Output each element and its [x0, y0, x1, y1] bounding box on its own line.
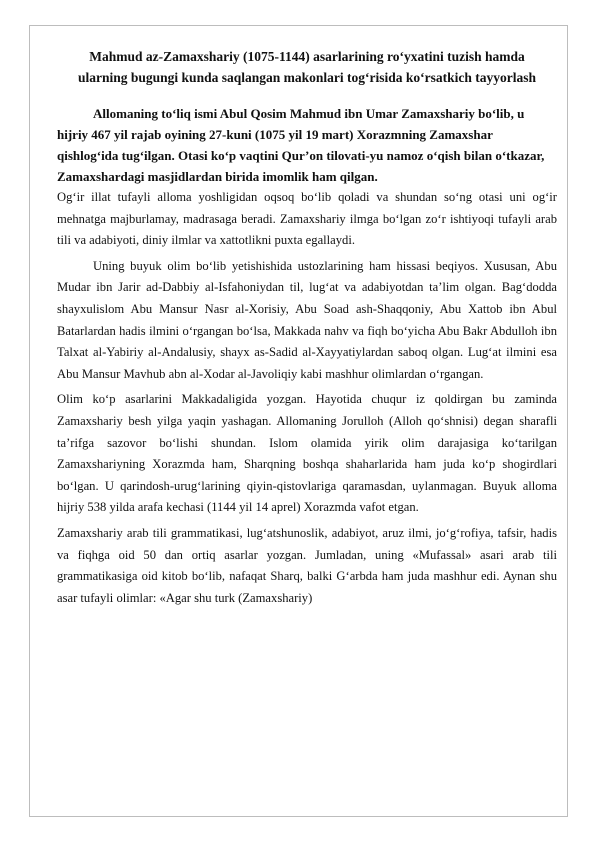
- body-paragraph-2: Uning buyuk olim bo‘lib yetishishida ustozlarining ham hissasi beqiyos. Xususan, Abu Mudar ibn Jarir ad-Dabbiy al-Isfahoniydan til, lug‘at va adabiyotdan ta’lim olgan. Bag‘dodda shayxulislom Abu Mansur Nasr al-Xorisiy, Abu Soad ash-Shaqqoniy, Abu Xattob ibn Abul Batarlardan hadis ilmini o‘rgangan bo‘lsa, Makkada nahv va fiqh bo‘yicha Abu Bakr Abdulloh ibn Talxat al-Yabiriy al-Andalusiy, shayx as-Sadid al-Xayyatiylardan saboq olgan. Lug‘at ilmini esa Abu Mansur Mavhub abn al-Xodar al-Javoliqiy kabi mashhur olimlardan o‘rgangan.: [57, 258, 557, 381]
- document-title-line-1: Mahmud az-Zamaxshariy (1075-1144) asarlarining ro‘yxatini tuzish hamda: [89, 49, 525, 64]
- body-paragraph-4: Zamaxshariy arab tili grammatikasi, lug‘atshunoslik, adabiyot, aruz ilmi, jo‘g‘rofiya, tafsir, hadis va fiqhga oid 50 dan ortiq asarlar yozgan. Jumladan, uning «Mufassal» asari arab tili grammatikasiga oid kitob bo‘lib, nafaqat Sharq, balki G‘arbda ham juda mashhur edi. Aynan shu asar tufayli olimlar: «Agar shu turk (Zamaxshariy): [57, 525, 557, 605]
- document-title-line-2: ularning bugungi kunda saqlangan makonlari tog‘risida ko‘rsatkich tayyorlash: [78, 70, 536, 85]
- intro-paragraph: Allomaning to‘liq ismi Abul Qosim Mahmud ibn Umar Zamaxshariy bo‘lib, u hijriy 467 yil rajab oyining 27-kuni (1075 yil 19 mart) Xorazmning Zamaxshar qishlog‘ida tug‘ilgan. Otasi ko‘p vaqtini Qur’on tilovati-yu namoz o‘qish bilan o‘tkazar, Zamaxshardagi masjidlardan birida imomlik ham qilgan.: [57, 106, 545, 184]
- body-paragraph-3: Olim ko‘p asarlarini Makkadaligida yozgan. Hayotida chuqur iz qoldirgan bu zaminda Zamaxshariy besh yilga yaqin yashagan. Allomaning Jorulloh (Alloh qo‘shnisi) degan sharafli ta’rifga sazovor bo‘lishi shundan. Islom olamida yirik olim darajasiga ko‘tarilgan Zamaxshariyning Xorazmda ham, Sharqning boshqa shaharlarida ham juda ko‘p shogirdlari bo‘lgan. U qarindosh-urug‘larining qiyin-qistovlariga qaramasdan, uylanmagan. Buyuk alloma hijriy 538 yilda arafa kechasi (1144 yil 14 aprel) Xorazmda vafot etgan.: [57, 392, 557, 515]
- document-page: [57, 46, 557, 609]
- body-paragraph-1: Og‘ir illat tufayli alloma yoshligidan oqsoq bo‘lib qoladi va shundan so‘ng otasi uni og‘ir mehnatga majburlamay, madrasaga beradi. Zamaxshariy ilmga bo‘lgan zo‘r ishtiyoqi tufayli arab tili va adabiyoti, diniy ilmlar va xattotlikni puxta egallaydi.: [57, 190, 557, 248]
